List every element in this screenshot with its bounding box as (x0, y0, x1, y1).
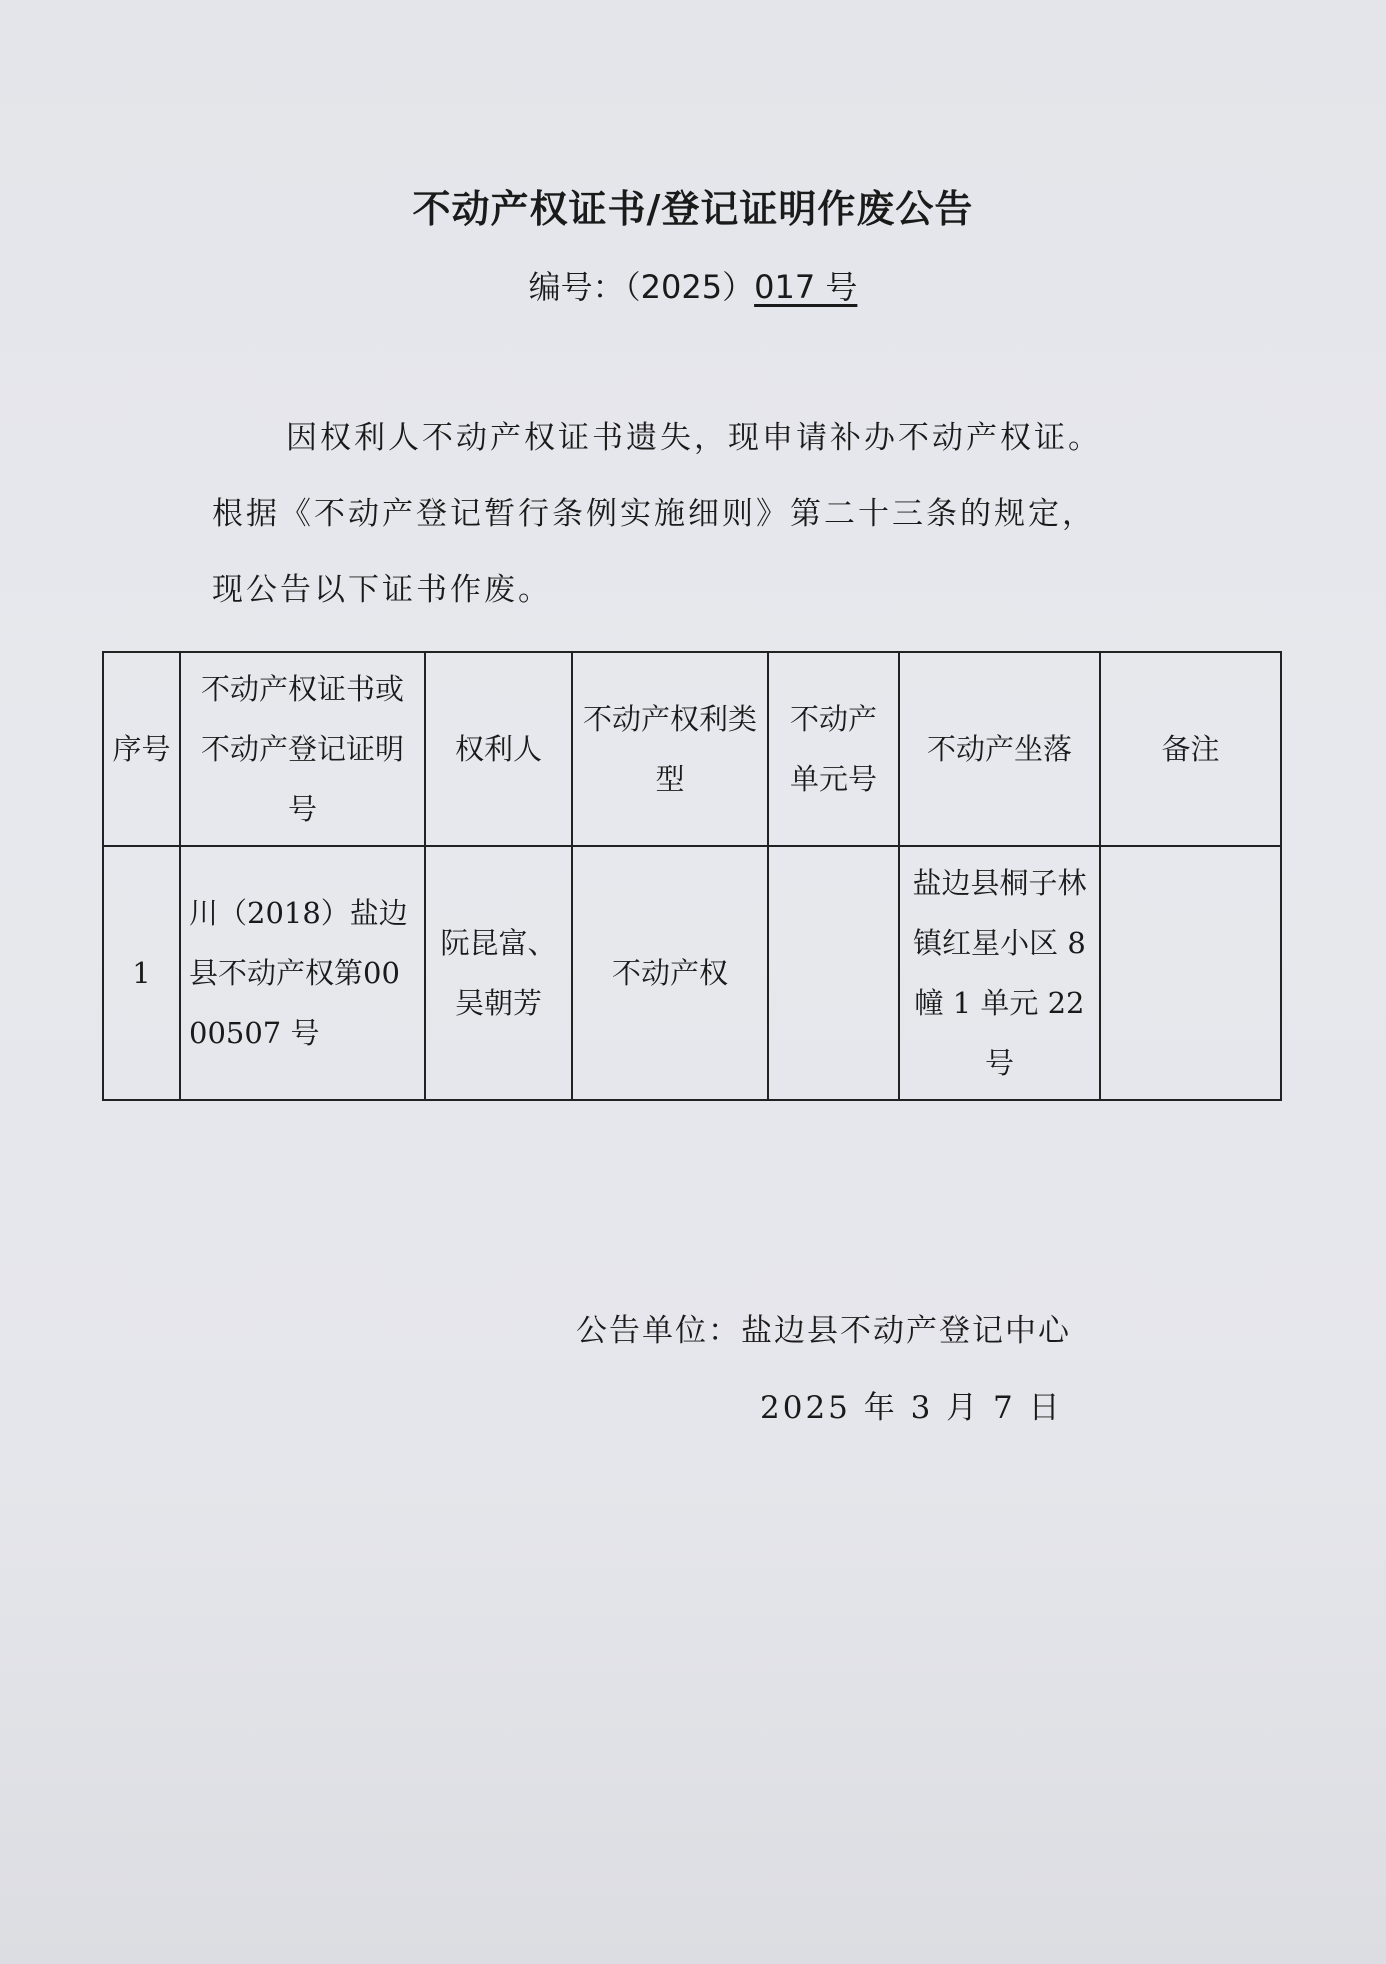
cell-remark (1100, 846, 1281, 1100)
void-certificate-table (102, 651, 1282, 1101)
header-seq: 序号 (103, 652, 180, 846)
cell-holder: 阮昆富、吴朝芳 (425, 846, 572, 1100)
header-holder: 权利人 (425, 652, 572, 846)
header-location: 不动产坐落 (899, 652, 1100, 846)
table-header-row (103, 652, 1281, 846)
header-unit-no: 不动产单元号 (768, 652, 899, 846)
header-remark: 备注 (1100, 652, 1281, 846)
document-number (0, 262, 1386, 308)
notice-paragraph (212, 400, 1212, 628)
cell-cert: 川（2018）盐边县不动产权第0000507 号 (180, 846, 425, 1100)
paragraph-line-3: 现公告以下证书作废。 (212, 572, 552, 608)
cell-location: 盐边县桐子林镇红星小区 8 幢 1 单元 22 号 (899, 846, 1100, 1100)
cell-seq: 1 (103, 846, 180, 1100)
cell-unit-no (768, 846, 899, 1100)
header-right-type: 不动产权利类 型 (572, 652, 768, 846)
publish-date: 2025 年 3 月 7 日 (760, 1390, 1063, 1426)
header-cert: 不动产权证书或不动产登记证明号 (180, 652, 425, 846)
publisher: 公告单位：盐边县不动产登记中心 (576, 1313, 1071, 1349)
document-number-prefix: 编号：（2025） (528, 268, 755, 306)
document-title: 不动产权证书/登记证明作废公告 (412, 187, 974, 231)
cell-right-type: 不动产权 (572, 846, 768, 1100)
paragraph-line-2: 根据《不动产登记暂行条例实施细则》第二十三条的规定， (212, 496, 1096, 532)
document-number-value: 017 号 (754, 268, 858, 306)
table-row (103, 846, 1281, 1100)
paragraph-line-1: 因权利人不动产权证书遗失，现申请补办不动产权证。 (286, 420, 1102, 456)
